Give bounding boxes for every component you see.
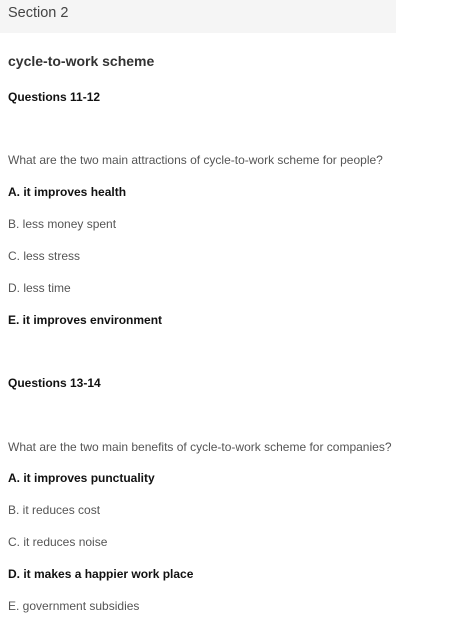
answer-option-b[interactable]: B. less money spent bbox=[8, 217, 117, 231]
answer-option-d[interactable]: D. it makes a happier work place bbox=[8, 567, 194, 581]
question-text: What are the two main benefits of cycle-to-work scheme for companies? bbox=[8, 440, 392, 454]
question-text: What are the two main attractions of cycle-to-work scheme for people? bbox=[8, 153, 383, 167]
answer-option-c[interactable]: C. it reduces noise bbox=[8, 535, 108, 549]
question-group-heading: Questions 11-12 bbox=[8, 90, 101, 104]
answer-option-e[interactable]: E. it improves environment bbox=[8, 313, 163, 327]
scheme-title: cycle-to-work scheme bbox=[8, 53, 155, 69]
answer-option-d[interactable]: D. less time bbox=[8, 281, 71, 295]
answer-option-a[interactable]: A. it improves health bbox=[8, 185, 127, 199]
answer-option-b[interactable]: B. it reduces cost bbox=[8, 503, 101, 517]
section-header bbox=[0, 0, 396, 33]
question-group-heading: Questions 13-14 bbox=[8, 376, 101, 390]
answer-option-e[interactable]: E. government subsidies bbox=[8, 599, 140, 613]
section-title: Section 2 bbox=[8, 5, 69, 21]
answer-option-a[interactable]: A. it improves punctuality bbox=[8, 471, 155, 485]
answer-option-c[interactable]: C. less stress bbox=[8, 249, 81, 263]
